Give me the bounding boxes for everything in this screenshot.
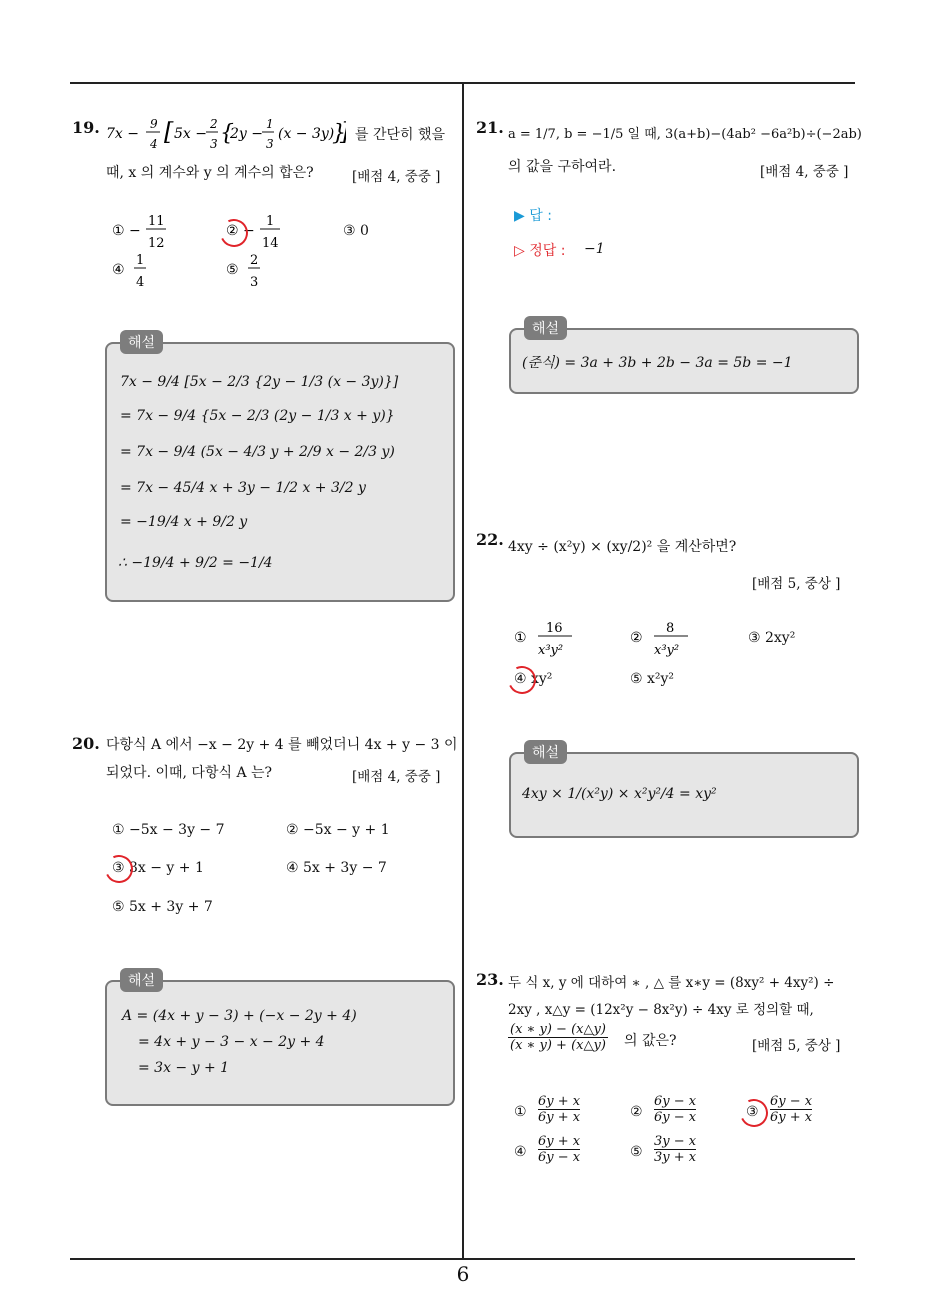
bottom-rule	[70, 1258, 855, 1260]
q20-option-5[interactable]: ⑤ 5x + 3y + 7	[112, 899, 213, 915]
q23-option-2-mark: ②	[630, 1104, 643, 1120]
svg-text:⑤: ⑤	[226, 262, 239, 278]
q23-meta: [배점 5, 중상 ]	[752, 1038, 841, 1054]
svg-text:[: [	[164, 118, 174, 146]
svg-text:②: ②	[630, 630, 643, 646]
q22-option-5[interactable]: ⑤ x²y²	[630, 671, 675, 687]
q21-number: 21.	[476, 118, 504, 137]
q22-option-2[interactable]	[630, 620, 700, 664]
svg-text:① −: ① −	[112, 223, 141, 239]
q20-option-4[interactable]: ④ 5x + 3y − 7	[286, 860, 387, 876]
q19-expression	[106, 118, 346, 162]
q22-solution-line-1: 4xy × 1/(x²y) × x²y²/4 = xy²	[522, 786, 717, 802]
q20-option-2[interactable]: ② −5x − y + 1	[286, 822, 390, 838]
q21-meta: [배점 4, 중중 ]	[760, 164, 849, 180]
svg-text:5x −: 5x −	[174, 126, 207, 142]
q22-option-1[interactable]	[514, 620, 584, 664]
q19-solution-line-2: = 7x − 9/4 {5x − 2/3 (2y − 1/3 x + y)}	[120, 408, 395, 424]
svg-text:3: 3	[210, 137, 218, 151]
q19-option-5[interactable]	[226, 252, 276, 296]
svg-text:x³y²: x³y²	[538, 643, 564, 658]
svg-text:2: 2	[250, 253, 259, 268]
q21-answer-label: ▶ 답 :	[514, 208, 552, 224]
svg-text:}: }	[332, 121, 346, 146]
q23-answer-circle	[736, 1095, 772, 1131]
q22-solution-tag: 해설	[524, 740, 567, 764]
q20-solution-line-3: = 3x − y + 1	[138, 1060, 230, 1076]
q19-expression-svg	[106, 118, 346, 158]
q22-option-4[interactable]: ④ xy²	[514, 671, 553, 687]
q19-solution-line-5: = −19/4 x + 9/2 y	[120, 514, 248, 530]
svg-text:2y −: 2y −	[230, 126, 263, 142]
q23-text3: 의 값은?	[624, 1033, 677, 1049]
svg-text:1: 1	[266, 214, 275, 229]
q20-text2: 되었다. 이때, 다항식 A 는?	[106, 765, 273, 781]
q19-option-4[interactable]	[112, 252, 162, 296]
q19-solution-line-4: = 7x − 45/4 x + 3y − 1/2 x + 3/2 y	[120, 480, 366, 496]
q23-option-5-den: 3y + x	[654, 1150, 697, 1165]
q19-option-1[interactable]	[112, 213, 182, 257]
q23-option-2-num: 6y − x	[654, 1094, 697, 1109]
svg-text:2: 2	[210, 118, 218, 131]
q21-solution-line-1: (준식) = 3a + 3b + 2b − 3a = 5b = −1	[522, 355, 793, 371]
q19-option-3[interactable]: ③ 0	[343, 223, 369, 239]
q23-option-3-mark: ③	[746, 1104, 759, 1120]
svg-text:8: 8	[666, 621, 675, 636]
svg-text:3: 3	[250, 275, 259, 290]
q23-option-1-num: 6y + x	[538, 1094, 581, 1109]
q19-solution-tag: 해설	[120, 330, 163, 354]
svg-text:]	[339, 118, 346, 146]
svg-text:④: ④	[112, 262, 125, 278]
page-number: 6	[456, 1262, 470, 1286]
q23-option-2-den: 6y − x	[654, 1110, 697, 1125]
q20-answer-circle	[101, 851, 137, 887]
q20-option-1[interactable]: ① −5x − 3y − 7	[112, 822, 225, 838]
q19-solution-line-3: = 7x − 9/4 (5x − 4/3 y + 2/9 x − 2/3 y)	[120, 444, 395, 460]
q19-solution-line-6: ∴ −19/4 + 9/2 = −1/4	[118, 555, 273, 571]
q21-correct-value: −1	[584, 241, 605, 257]
q21-text2: 의 값을 구하여라.	[508, 159, 617, 175]
svg-text:12: 12	[148, 236, 165, 251]
svg-text:② −: ② −	[226, 223, 255, 239]
svg-text:11: 11	[148, 214, 165, 229]
q22-meta: [배점 5, 중상 ]	[752, 576, 841, 592]
svg-text:14: 14	[262, 236, 279, 251]
q23-option-5-num: 3y − x	[654, 1134, 697, 1149]
q22-text1: 4xy ÷ (x²y) × (xy/2)² 을 계산하면?	[508, 539, 737, 555]
center-divider	[462, 83, 464, 1259]
svg-text:1: 1	[266, 118, 274, 131]
q20-meta: [배점 4, 중중 ]	[352, 769, 441, 785]
q23-option-3-den: 6y + x	[770, 1110, 813, 1125]
q19-text2: 때, x 의 계수와 y 의 계수의 합은?	[106, 165, 314, 181]
q20-solution-line-2: = 4x + y − 3 − x − 2y + 4	[138, 1034, 325, 1050]
q23-text2: 2xy , x△y = (12x²y − 8x²y) ÷ 4xy 로 정의할 때,	[508, 1002, 814, 1018]
q22-option-3[interactable]: ③ 2xy²	[748, 630, 796, 646]
q23-fraction-numerator: (x ∗ y) − (x△y)	[510, 1022, 606, 1037]
q21-solution-tag: 해설	[524, 316, 567, 340]
svg-text:4: 4	[136, 275, 145, 290]
q22-answer-circle	[504, 662, 540, 698]
svg-text:x³y²: x³y²	[654, 643, 680, 658]
q20-text1: 다항식 A 에서 −x − 2y + 4 를 빼었더니 4x + y − 3 이	[106, 737, 458, 753]
q20-number: 20.	[72, 734, 100, 753]
q20-solution-line-1: A = (4x + y − 3) + (−x − 2y + 4)	[122, 1008, 357, 1024]
q23-number: 23.	[476, 970, 504, 989]
q23-option-1-mark: ①	[514, 1104, 527, 1120]
q21-correct-label: ▷ 정답 :	[514, 243, 566, 259]
q23-option-4-den: 6y − x	[538, 1150, 581, 1165]
svg-text:3: 3	[266, 137, 274, 151]
svg-text:7x −: 7x −	[106, 126, 139, 142]
q23-fraction-denominator: (x ∗ y) + (x△y)	[510, 1038, 606, 1053]
svg-text:9: 9	[150, 118, 158, 131]
svg-text:(x − 3y): (x − 3y)	[278, 126, 335, 142]
q19-number: 19.	[72, 118, 100, 137]
q23-option-4-num: 6y + x	[538, 1134, 581, 1149]
q19-meta: [배점 4, 중중 ]	[352, 169, 441, 185]
svg-text:4: 4	[150, 137, 158, 151]
svg-text:1: 1	[136, 253, 145, 268]
q23-option-1-den: 6y + x	[538, 1110, 581, 1125]
q23-fraction	[508, 1022, 608, 1053]
svg-text:{: {	[220, 121, 234, 146]
q21-text1: a = 1/7, b = −1/5 일 때, 3(a+b)−(4ab² −6a²b)÷(−2ab)	[508, 127, 862, 142]
svg-text:①: ①	[514, 630, 527, 646]
q19-text1: 를 간단히 했을	[355, 127, 446, 143]
q23-option-5-mark: ⑤	[630, 1144, 643, 1160]
q23-option-4-mark: ④	[514, 1144, 527, 1160]
q19-solution-line-1: 7x − 9/4 [5x − 2/3 {2y − 1/3 (x − 3y)}]	[120, 374, 399, 390]
q20-option-3[interactable]: ③ 3x − y + 1	[112, 860, 204, 876]
q22-number: 22.	[476, 530, 504, 549]
q20-solution-tag: 해설	[120, 968, 163, 992]
svg-text:16: 16	[546, 621, 563, 636]
q23-text1: 두 식 x, y 에 대하여 ∗ , △ 를 x∗y = (8xy² + 4xy²) ÷	[508, 975, 835, 991]
q23-option-3-num: 6y − x	[770, 1094, 813, 1109]
